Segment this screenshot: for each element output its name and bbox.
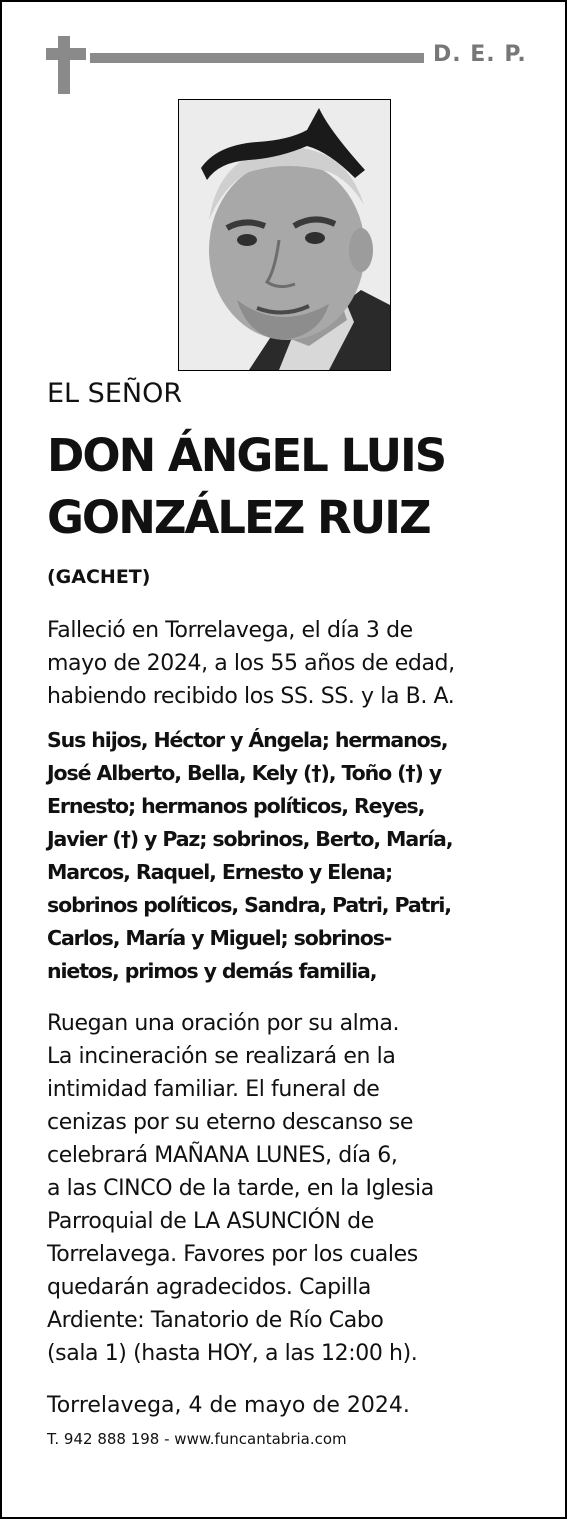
name-line: DON ÁNGEL LUIS: [47, 429, 446, 482]
text-line: Parroquial de LA ASUNCIÓN de: [47, 1209, 374, 1234]
cross-icon-bar: [46, 48, 86, 60]
text-line: Ernesto; hermanos políticos, Reyes,: [47, 794, 425, 818]
text-line: (sala 1) (hasta HOY, a las 12:00 h).: [47, 1341, 418, 1366]
text-line: habiendo recibido los SS. SS. y la B. A.: [47, 684, 455, 709]
text-line: Ardiente: Tanatorio de Río Cabo: [47, 1308, 384, 1333]
death-details: [47, 614, 527, 713]
funeral-home-contact: T. 942 888 198 - www.funcantabria.com: [47, 1430, 347, 1448]
text-line: intimidad familiar. El funeral de: [47, 1077, 380, 1102]
text-line: Carlos, María y Miguel; sobrinos-: [47, 926, 392, 950]
portrait-photo: [178, 99, 391, 371]
text-line: Marcos, Raquel, Ernesto y Elena;: [47, 860, 393, 884]
deceased-name: [47, 425, 527, 549]
text-line: La incineración se realizará en la: [47, 1044, 396, 1069]
text-line: Torrelavega. Favores por los cuales: [47, 1242, 418, 1267]
text-line: quedarán agradecidos. Capilla: [47, 1275, 371, 1300]
text-line: sobrinos políticos, Sandra, Patri, Patri,: [47, 893, 451, 917]
text-line: mayo de 2024, a los 55 años de edad,: [47, 651, 455, 676]
text-line: Javier (†) y Paz; sobrinos, Berto, María,: [47, 827, 453, 851]
header-rule: [90, 53, 424, 63]
nickname: (GACHET): [47, 566, 151, 588]
text-line: Sus hijos, Héctor y Ángela; hermanos,: [47, 728, 448, 752]
name-line: GONZÁLEZ RUIZ: [47, 491, 430, 544]
family-list: [47, 724, 527, 988]
portrait-image: [179, 100, 390, 370]
ceremony-details: [47, 1007, 527, 1370]
text-line: Falleció en Torrelavega, el día 3 de: [47, 618, 413, 643]
text-line: a las CINCO de la tarde, en la Iglesia: [47, 1176, 434, 1201]
text-line: cenizas por su eterno descanso se: [47, 1110, 413, 1135]
place-and-date: Torrelavega, 4 de mayo de 2024.: [47, 1393, 410, 1418]
cross-icon: [58, 36, 70, 94]
text-line: Ruegan una oración por su alma.: [47, 1011, 400, 1036]
text-line: José Alberto, Bella, Kely (†), Toño (†) y: [47, 761, 442, 785]
title-label: EL SEÑOR: [47, 378, 183, 409]
dep-label: D. E. P.: [433, 42, 527, 67]
text-line: nietos, primos y demás familia,: [47, 959, 377, 983]
text-line: celebrará MAÑANA LUNES, día 6,: [47, 1143, 398, 1168]
